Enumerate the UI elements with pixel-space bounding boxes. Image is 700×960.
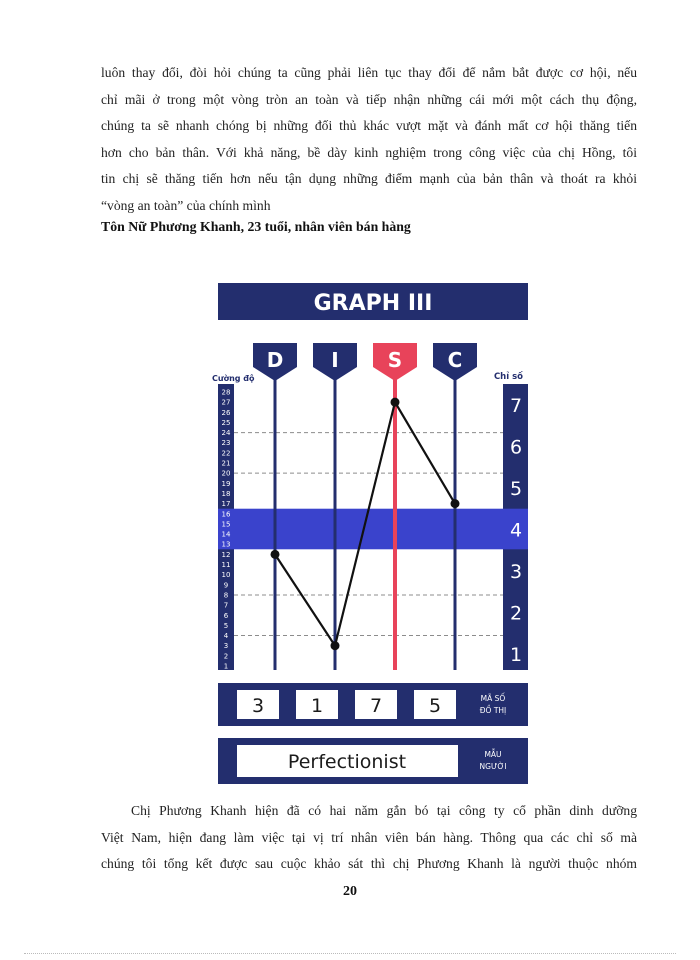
left-tick-label: 19 [221,479,231,488]
code-cell-value: 1 [310,695,324,717]
left-tick-label: 15 [221,520,231,529]
left-tick-label: 27 [221,398,231,407]
column-label-c: C [447,348,463,372]
left-tick-label: 4 [223,632,229,641]
code-label-line: MÃ SỐ [480,694,506,703]
left-tick-label: 20 [221,469,231,478]
right-axis-label: Chỉ số [493,372,523,382]
pattern-value: Perfectionist [287,751,407,773]
left-tick-label: 22 [221,449,231,458]
page-number: 20 [343,884,357,899]
footer-rule [24,953,676,954]
paragraph-line: Chị Phương Khanh hiện đã có hai năm gắn bó tại công ty cổ phần dinh dưỡng [131,803,637,818]
paragraph-line: “vòng an toàn” của chính mình [101,197,271,213]
left-tick-label: 18 [221,489,231,498]
data-point-s [391,398,400,407]
paragraph-top [101,60,637,219]
left-tick-label: 8 [223,591,229,600]
paragraph-line: chúng ta sẽ nhanh chóng bị những đối thủ khác vượt mặt và đánh mất cơ hội thăng tiến [101,118,637,133]
data-point-d [271,550,280,559]
disc-graph [210,283,536,788]
disc-graph-figure [210,283,536,788]
pattern-label-line: MẪU [484,750,502,759]
right-tick-label: 4 [509,519,523,542]
left-tick-label: 28 [221,388,231,397]
right-tick-label: 6 [509,436,523,459]
left-tick-label: 25 [221,418,231,427]
left-tick-label: 9 [223,581,229,590]
left-tick-label: 24 [221,429,231,438]
right-tick-label: 5 [509,478,523,500]
left-axis-label: Cường độ [212,374,255,383]
paragraph-line: luôn thay đổi, đòi hỏi chúng ta cũng phải liên tục thay đổi để nắm bắt được cơ hội, nếu [101,65,637,80]
left-tick-label: 1 [223,662,229,671]
right-tick-label: 7 [509,395,523,417]
left-tick-label: 26 [221,408,231,417]
left-tick-label: 3 [223,642,229,651]
left-tick-label: 5 [223,621,229,630]
left-tick-label: 17 [221,500,231,509]
paragraph-line: hơn cho bản thân. Với khả năng, bề dày kinh nghiệm trong công việc của chị Hồng, tôi [101,144,637,160]
column-label-d: D [266,348,284,372]
paragraph-bottom [101,798,637,878]
left-tick-label: 23 [221,439,231,448]
left-tick-label: 12 [221,550,231,559]
right-tick-label: 1 [509,644,523,666]
paragraph-line: tin chị sẽ thăng tiến hơn nếu tận dụng những điểm mạnh của bản thân và thoát ra khỏi [101,171,637,186]
left-tick-label: 11 [221,561,231,570]
left-tick-label: 10 [221,571,231,580]
column-label-s: S [387,348,403,372]
left-tick-label: 13 [221,540,231,549]
code-cell-value: 7 [369,695,383,717]
midline-band [218,509,528,550]
right-tick-label: 2 [509,602,523,625]
left-tick-label: 16 [221,510,231,519]
code-label-line: ĐỒ THỊ [479,706,507,715]
code-cell-value: 3 [251,695,265,717]
disc-columns [253,343,477,670]
data-point-c [451,499,460,508]
chart-title: GRAPH III [313,291,433,316]
column-label-i: I [331,348,339,372]
left-tick-label: 14 [221,530,231,539]
section-heading: Tôn Nữ Phương Khanh, 23 tuổi, nhân viên bán hàng [101,219,411,234]
paragraph-line: Việt Nam, hiện đang làm việc tại vị trí nhân viên bán hàng. Thông qua các chỉ số mà [101,829,637,845]
left-tick-label: 7 [223,601,229,610]
left-tick-label: 6 [223,611,229,620]
pattern-label-line: NGƯỜI [479,762,507,771]
left-tick-label: 21 [221,459,231,468]
right-tick-label: 3 [509,561,523,583]
paragraph-line: chúng tôi tổng kết được sau cuộc khảo sát thì chị Phương Khanh là người thuộc nhóm [101,856,637,871]
data-point-i [331,641,340,650]
code-cell-value: 5 [428,695,442,717]
paragraph-line: chỉ mãi ở trong một vòng tròn an toàn và tiếp nhận những cái mới một cách thụ động, [101,91,637,107]
left-tick-label: 2 [223,652,229,661]
